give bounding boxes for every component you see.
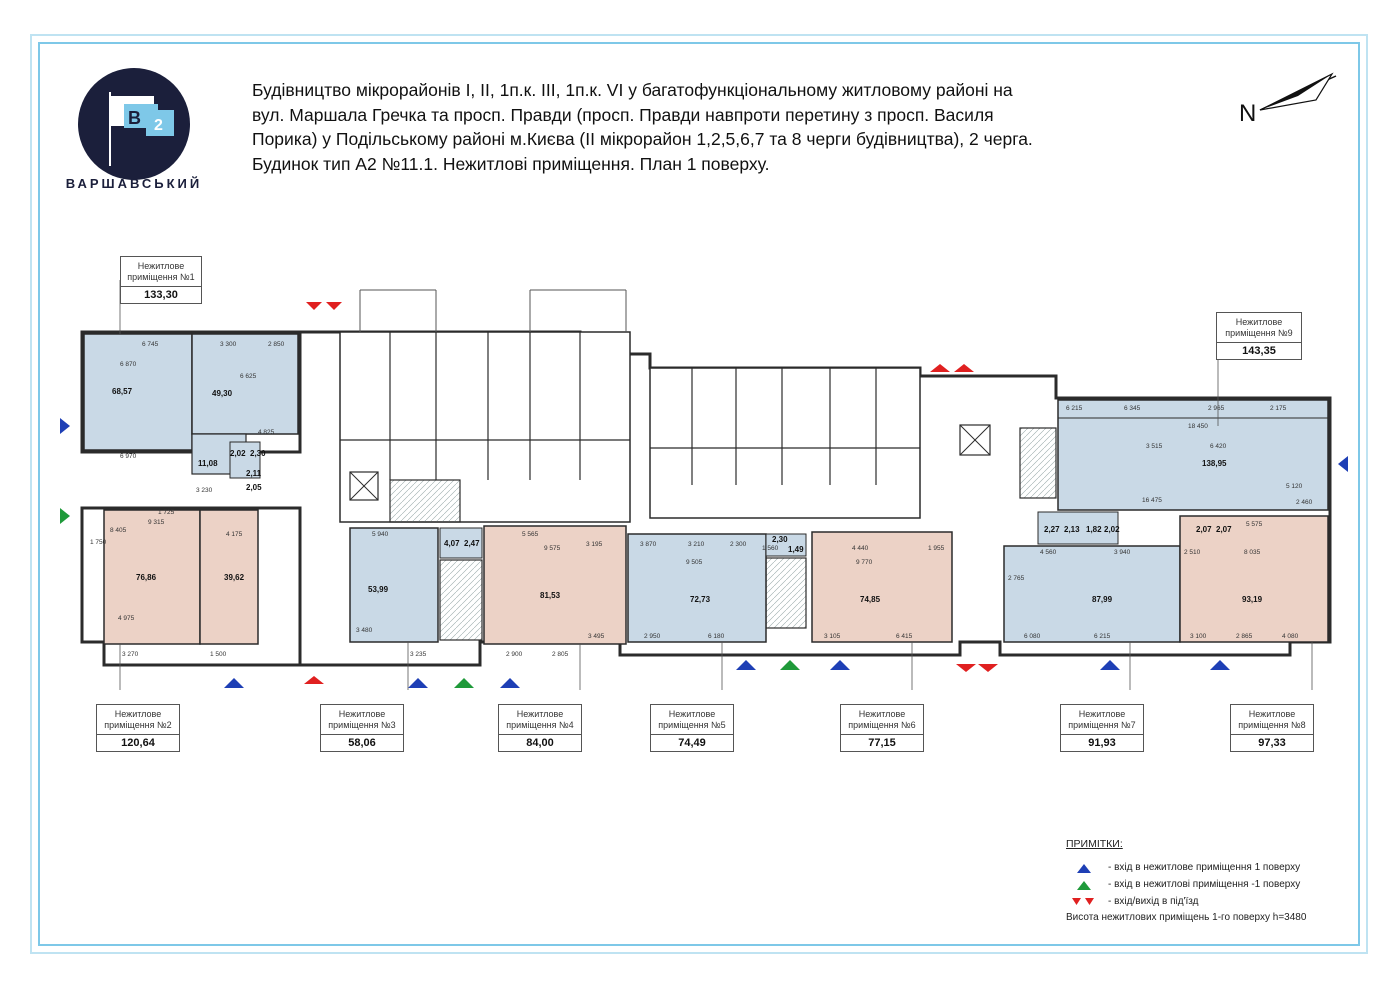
dimension: 2 510 bbox=[1184, 549, 1201, 556]
dimension: 6 625 bbox=[240, 373, 257, 380]
unit-area: 58,06 bbox=[348, 737, 376, 749]
room-area: 49,30 bbox=[212, 389, 233, 398]
room-area: 2,30 bbox=[772, 535, 788, 544]
room-area: 74,85 bbox=[860, 595, 881, 604]
dimension: 4 080 bbox=[1282, 633, 1299, 640]
dimension: 9 315 bbox=[148, 519, 165, 526]
legend-item-label: - вхід в нежитлове приміщення 1 поверху bbox=[1108, 862, 1301, 873]
unit-area: 143,35 bbox=[1242, 345, 1276, 357]
entry-blue-icon bbox=[1210, 660, 1230, 670]
entry-green-icon bbox=[1069, 879, 1099, 891]
dimension: 8 405 bbox=[110, 527, 127, 534]
dimension: 1 560 bbox=[762, 545, 779, 552]
unit-label-4: Нежитлове приміщення №4 84,00 bbox=[498, 704, 582, 752]
room-area: 2,07 bbox=[1196, 525, 1212, 534]
entry-blue-icon bbox=[60, 418, 70, 434]
logo-number: 2 bbox=[154, 117, 163, 134]
logo-letter: B bbox=[128, 108, 141, 128]
dimension: 18 450 bbox=[1188, 423, 1208, 430]
entry-blue-icon bbox=[224, 678, 244, 688]
unit-area: 91,93 bbox=[1088, 737, 1116, 749]
unit-8 bbox=[1180, 516, 1328, 642]
entry-blue-icon bbox=[1069, 862, 1099, 874]
entry-blue-icon bbox=[408, 678, 428, 688]
dimension: 2 175 bbox=[1270, 405, 1287, 412]
room-area: 2,07 bbox=[1216, 525, 1232, 534]
unit-1 bbox=[84, 334, 298, 478]
room-area: 2,02 bbox=[230, 449, 246, 458]
dimension: 6 345 bbox=[1124, 405, 1141, 412]
room-area: 76,86 bbox=[136, 573, 157, 582]
dimension: 6 420 bbox=[1210, 443, 1227, 450]
entry-red-icon bbox=[306, 302, 342, 310]
room-area: 39,62 bbox=[224, 573, 245, 582]
unit-4 bbox=[484, 526, 626, 644]
dimension: 2 965 bbox=[1208, 405, 1225, 412]
dimension: 6 745 bbox=[142, 341, 159, 348]
entry-blue-icon bbox=[500, 678, 520, 688]
legend-item bbox=[1066, 876, 1356, 893]
room-area: 2,30 bbox=[250, 449, 266, 458]
dimension: 4 975 bbox=[118, 615, 135, 622]
dimension: 2 900 bbox=[506, 651, 523, 658]
unit-area: 77,15 bbox=[868, 737, 896, 749]
dimension: 3 515 bbox=[1146, 443, 1163, 450]
unit-label-6: Нежитлове приміщення №6 77,15 bbox=[840, 704, 924, 752]
residential-section bbox=[340, 332, 630, 522]
dimension: 4 560 bbox=[1040, 549, 1057, 556]
unit-label-8: Нежитлове приміщення №8 97,33 bbox=[1230, 704, 1314, 752]
dimension: 3 300 bbox=[220, 341, 237, 348]
entry-blue-icon bbox=[1100, 660, 1120, 670]
unit-label-1: Нежитлове приміщення №1 133,30 bbox=[120, 256, 202, 304]
dimension: 3 100 bbox=[1190, 633, 1207, 640]
dimension: 3 210 bbox=[688, 541, 705, 548]
unit-area: 84,00 bbox=[526, 737, 554, 749]
dimension: 2 805 bbox=[552, 651, 569, 658]
room-area: 11,08 bbox=[198, 459, 218, 468]
dimension: 9 575 bbox=[544, 545, 561, 552]
dimension: 3 495 bbox=[588, 633, 605, 640]
entry-blue-icon bbox=[1338, 456, 1348, 472]
entry-red-icon bbox=[956, 664, 998, 672]
dimension: 6 215 bbox=[1066, 405, 1083, 412]
room-area: 2,47 bbox=[464, 539, 480, 548]
room-area: 2,02 bbox=[1104, 525, 1120, 534]
legend-note: Висота нежитлових приміщень 1-го поверху h=3480 bbox=[1066, 912, 1307, 923]
dimension: 3 195 bbox=[586, 541, 603, 548]
north-label: N bbox=[1239, 100, 1257, 127]
dimension: 6 870 bbox=[120, 361, 137, 368]
dimension: 6 215 bbox=[1094, 633, 1111, 640]
legend-item bbox=[1066, 859, 1356, 876]
dimension: 9 505 bbox=[686, 559, 703, 566]
room-area: 2,27 bbox=[1044, 525, 1060, 534]
dimension: 6 415 bbox=[896, 633, 913, 640]
dimension: 6 080 bbox=[1024, 633, 1041, 640]
unit-area: 133,30 bbox=[144, 289, 178, 301]
dimension: 3 235 bbox=[410, 651, 427, 658]
entry-red-icon bbox=[304, 676, 324, 684]
dimension: 3 480 bbox=[356, 627, 373, 634]
dimension: 6 180 bbox=[708, 633, 725, 640]
dimension: 2 850 bbox=[268, 341, 285, 348]
dimension: 2 865 bbox=[1236, 633, 1253, 640]
room-area: 4,07 bbox=[444, 539, 460, 548]
room-area: 2,05 bbox=[246, 483, 262, 492]
dimension: 2 765 bbox=[1008, 575, 1025, 582]
logo-brand: ВАРШАВСЬКИЙ bbox=[65, 176, 203, 191]
title-line: Будинок тип А2 №11.1. Нежитлові приміщення. План 1 поверху. bbox=[252, 153, 770, 174]
room-area: 93,19 bbox=[1242, 595, 1263, 604]
dimension: 5 120 bbox=[1286, 483, 1303, 490]
residential-section bbox=[650, 368, 920, 518]
dimension: 9 770 bbox=[856, 559, 873, 566]
dimension: 4 175 bbox=[226, 531, 243, 538]
room-area: 2,11 bbox=[246, 469, 262, 478]
unit-label-2: Нежитлове приміщення №2 120,64 bbox=[96, 704, 180, 752]
room-area: 87,99 bbox=[1092, 595, 1113, 604]
entry-blue-icon bbox=[736, 660, 756, 670]
unit-label-5: Нежитлове приміщення №5 74,49 bbox=[650, 704, 734, 752]
unit-area: 120,64 bbox=[121, 737, 155, 749]
dimension: 5 940 bbox=[372, 531, 389, 538]
entry-green-icon bbox=[780, 660, 800, 670]
dimension: 6 970 bbox=[120, 453, 137, 460]
room-area: 2,13 bbox=[1064, 525, 1080, 534]
dimension: 1 955 bbox=[928, 545, 945, 552]
title-line: Будівництво мікрорайонів І, ІІ, 1п.к. ІІІ, 1п.к. VI у багатофункціональному житловому районі на bbox=[252, 80, 1013, 100]
room-area: 72,73 bbox=[690, 595, 711, 604]
room-area: 1,82 bbox=[1086, 525, 1102, 534]
entry-red-icon bbox=[930, 364, 974, 372]
dimension: 3 940 bbox=[1114, 549, 1131, 556]
plan-title bbox=[252, 78, 1212, 176]
dimension: 2 950 bbox=[644, 633, 661, 640]
dimension: 3 870 bbox=[640, 541, 657, 548]
dimension: 2 300 bbox=[730, 541, 747, 548]
room-area: 68,57 bbox=[112, 387, 133, 396]
legend-item-label: - вхід/вихід в під'їзд bbox=[1108, 896, 1199, 907]
dimension: 4 440 bbox=[852, 545, 869, 552]
legend-item bbox=[1066, 893, 1356, 910]
dimension: 3 230 bbox=[196, 487, 213, 494]
unit-label-9: Нежитлове приміщення №9 143,35 bbox=[1216, 312, 1302, 360]
room-area: 53,99 bbox=[368, 585, 389, 594]
room-area: 1,49 bbox=[788, 545, 804, 554]
dimension: 16 475 bbox=[1142, 497, 1162, 504]
title-line: вул. Маршала Гречка та просп. Правди (просп. Правди навпроти перетину з просп. Василя bbox=[252, 104, 994, 125]
entry-blue-icon bbox=[830, 660, 850, 670]
dimension: 4 825 bbox=[258, 429, 275, 436]
dimension: 1 750 bbox=[90, 539, 107, 546]
unit-label-3: Нежитлове приміщення №3 58,06 bbox=[320, 704, 404, 752]
dimension: 2 460 bbox=[1296, 499, 1313, 506]
unit-area: 97,33 bbox=[1258, 737, 1286, 749]
entry-green-icon bbox=[454, 678, 474, 688]
legend-item-label: - вхід в нежитлові приміщення -1 поверху bbox=[1108, 879, 1301, 890]
dimension: 1 500 bbox=[210, 651, 227, 658]
unit-9 bbox=[1058, 400, 1328, 510]
room-area: 81,53 bbox=[540, 591, 561, 600]
legend-title: ПРИМІТКИ: bbox=[1066, 838, 1123, 850]
dimension: 5 575 bbox=[1246, 521, 1263, 528]
unit-area: 74,49 bbox=[678, 737, 706, 749]
dimension: 5 565 bbox=[522, 531, 539, 538]
dimension: 3 105 bbox=[824, 633, 841, 640]
floor-plan bbox=[60, 280, 1350, 690]
room-area: 138,95 bbox=[1202, 459, 1227, 468]
legend bbox=[1066, 838, 1356, 923]
title-line: Порика) у Подільському районі м.Києва (ІІ мікрорайон 1,2,5,6,7 та 8 черги будівництва), 2 черга. bbox=[252, 129, 1033, 149]
unit-label-7: Нежитлове приміщення №7 91,93 bbox=[1060, 704, 1144, 752]
dimension: 3 270 bbox=[122, 651, 139, 658]
dimension: 8 035 bbox=[1244, 549, 1261, 556]
entry-red-icon bbox=[1069, 896, 1099, 908]
entry-green-icon bbox=[60, 508, 70, 524]
dimension: 1 725 bbox=[158, 509, 175, 516]
